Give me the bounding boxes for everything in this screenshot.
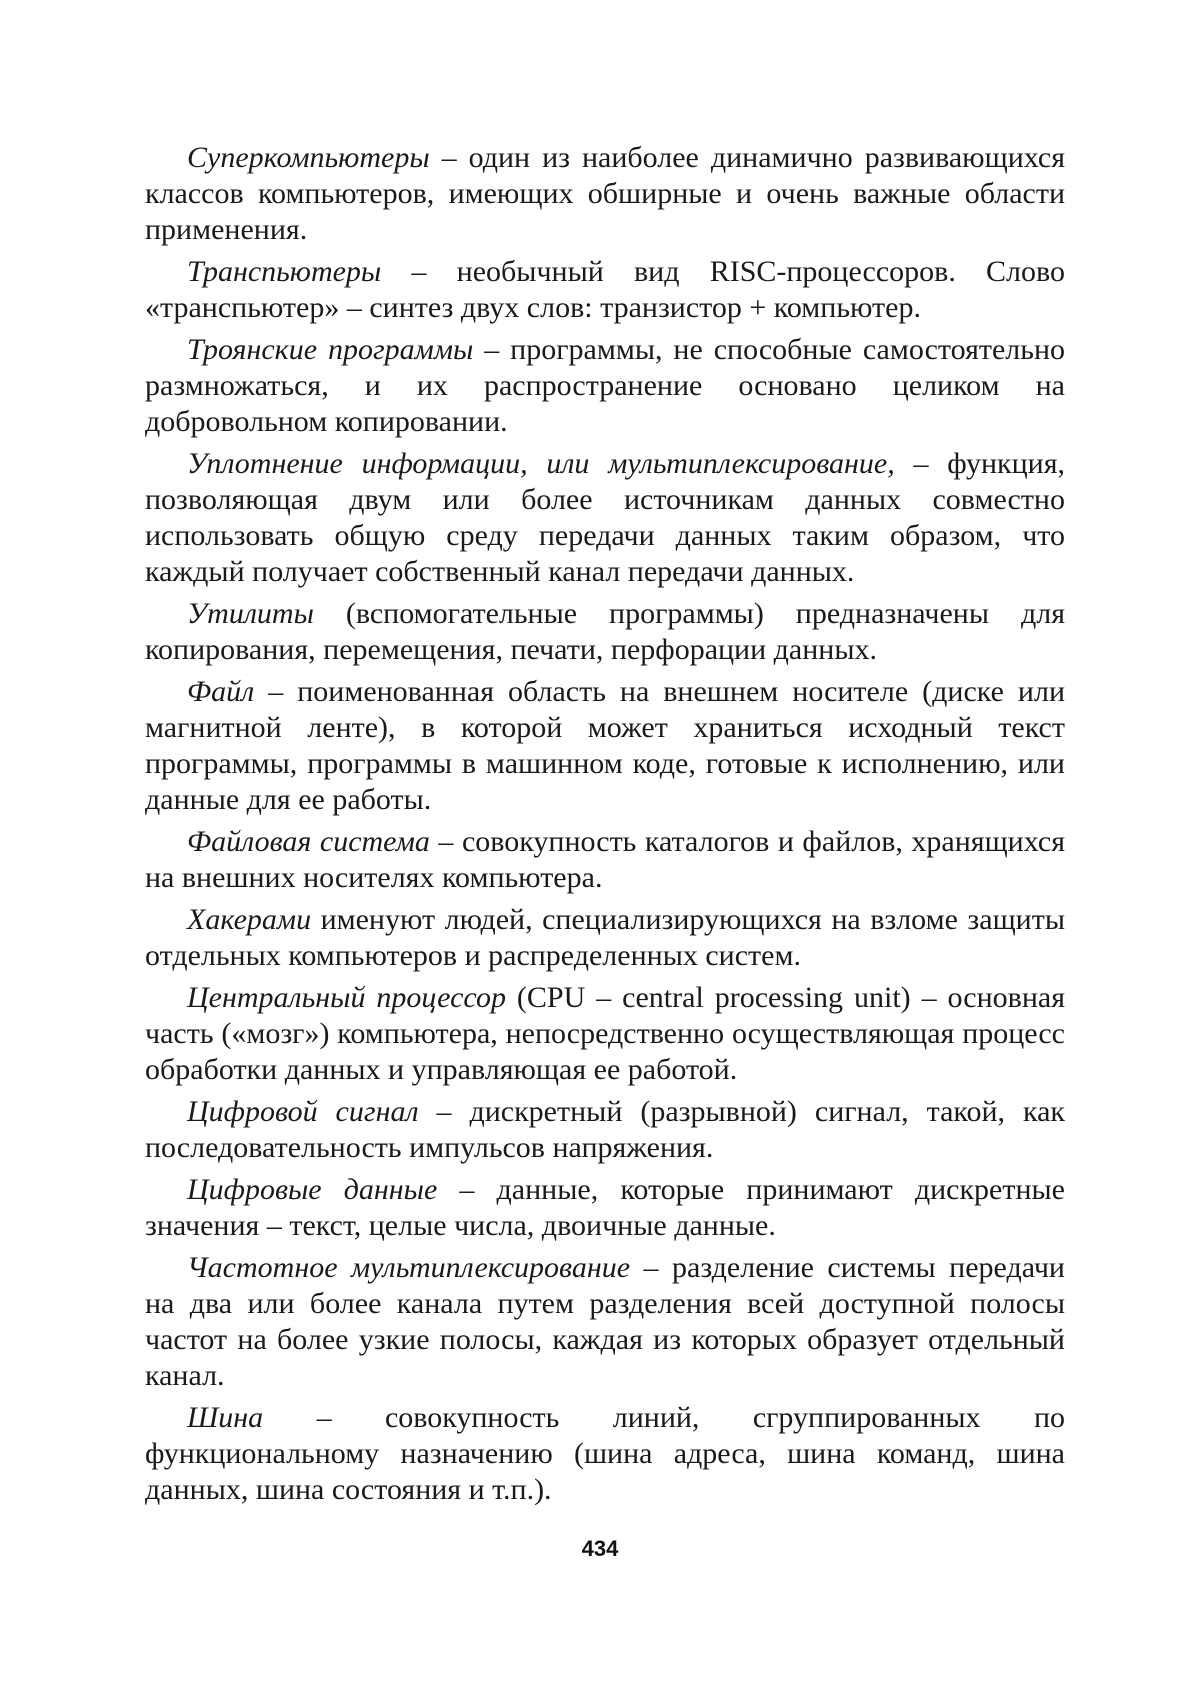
entry-term: Файл bbox=[187, 675, 255, 708]
entry-term: Утилиты bbox=[187, 597, 314, 630]
entry-term: Транспьютеры bbox=[187, 255, 382, 288]
glossary-entry-multiplexing bbox=[145, 446, 1065, 590]
entry-definition: – совокупность линий, сгруппированных по функциональному назначению (шина адреса, шина команд, шина данных, шина состояния и т.п.). bbox=[145, 1401, 1065, 1506]
entry-definition: – совокупность каталогов и файлов, хранящихся на внешних носителях компьютера. bbox=[145, 825, 1065, 894]
entry-definition: – необычный вид RISC-процессоров. Слово «транспьютер» – синтез двух слов: транзистор + компьютер. bbox=[145, 255, 1065, 324]
entry-definition: – поименованная область на внешнем носителе (диске или магнитной ленте), в которой может храниться исходный текст программы, программы в машинном коде, готовые к исполнению, или данные для ее работы. bbox=[145, 675, 1065, 816]
entry-term: Уплотнение информации, или мультиплексирование, bbox=[187, 447, 895, 480]
glossary-entry-supercomputers bbox=[145, 140, 1065, 248]
glossary-entry-hackers bbox=[145, 902, 1065, 974]
glossary-entry-cpu bbox=[145, 980, 1065, 1088]
entry-definition: именуют людей, специализирующихся на взломе защиты отдельных компьютеров и распределенных систем. bbox=[145, 903, 1065, 972]
glossary-entry-digital-signal bbox=[145, 1094, 1065, 1166]
page-number: 434 bbox=[581, 1536, 619, 1561]
glossary-entry-frequency-multiplexing bbox=[145, 1250, 1065, 1394]
entry-term: Шина bbox=[187, 1401, 264, 1434]
glossary-entry-bus bbox=[145, 1400, 1065, 1508]
entry-definition: (CPU – central processing unit) – основная часть («мозг») компьютера, непосредственно осуществляющая процесс обработки данных и управляющая ее работой. bbox=[145, 981, 1065, 1086]
glossary-entry-file bbox=[145, 674, 1065, 818]
entry-term: Частотное мультиплексирование bbox=[187, 1251, 631, 1284]
entry-term: Хакерами bbox=[187, 903, 312, 936]
entry-definition: – данные, которые принимают дискретные значения – текст, целые числа, двоичные данные. bbox=[145, 1173, 1065, 1242]
glossary-entry-transputers bbox=[145, 254, 1065, 326]
glossary-page bbox=[145, 140, 1065, 1560]
glossary-entry-trojan-programs bbox=[145, 332, 1065, 440]
entry-definition: (вспомогательные программы) предназначены для копирования, перемещения, печати, перфорации данных. bbox=[145, 597, 1065, 666]
entry-term: Центральный процессор bbox=[187, 981, 506, 1014]
entry-term: Суперкомпьютеры bbox=[187, 141, 430, 174]
entry-definition: – один из наиболее динамично развивающихся классов компьютеров, имеющих обширные и очень важные области применения. bbox=[145, 141, 1065, 246]
entry-term: Файловая система bbox=[187, 825, 430, 858]
entry-definition: – функция, позволяющая двум или более источникам данных совместно использовать общую среду передачи данных таким образом, что каждый получает собственный канал передачи данных. bbox=[145, 447, 1065, 588]
entry-definition: – разделение системы передачи на два или более канала путем разделения всей доступной полосы частот на более узкие полосы, каждая из которых образует отдельный канал. bbox=[145, 1251, 1065, 1392]
entry-term: Цифровой сигнал bbox=[187, 1095, 419, 1128]
entry-term: Цифровые данные bbox=[187, 1173, 438, 1206]
entry-definition: – дискретный (разрывной) сигнал, такой, как последовательность импульсов напряжения. bbox=[145, 1095, 1065, 1164]
entry-definition: – программы, не способные самостоятельно размножаться, и их распространение основано целиком на добровольном копировании. bbox=[145, 333, 1065, 438]
glossary-entry-digital-data bbox=[145, 1172, 1065, 1244]
glossary-entry-file-system bbox=[145, 824, 1065, 896]
glossary-entry-utilities bbox=[145, 596, 1065, 668]
entry-term: Троянские программы bbox=[187, 333, 474, 366]
